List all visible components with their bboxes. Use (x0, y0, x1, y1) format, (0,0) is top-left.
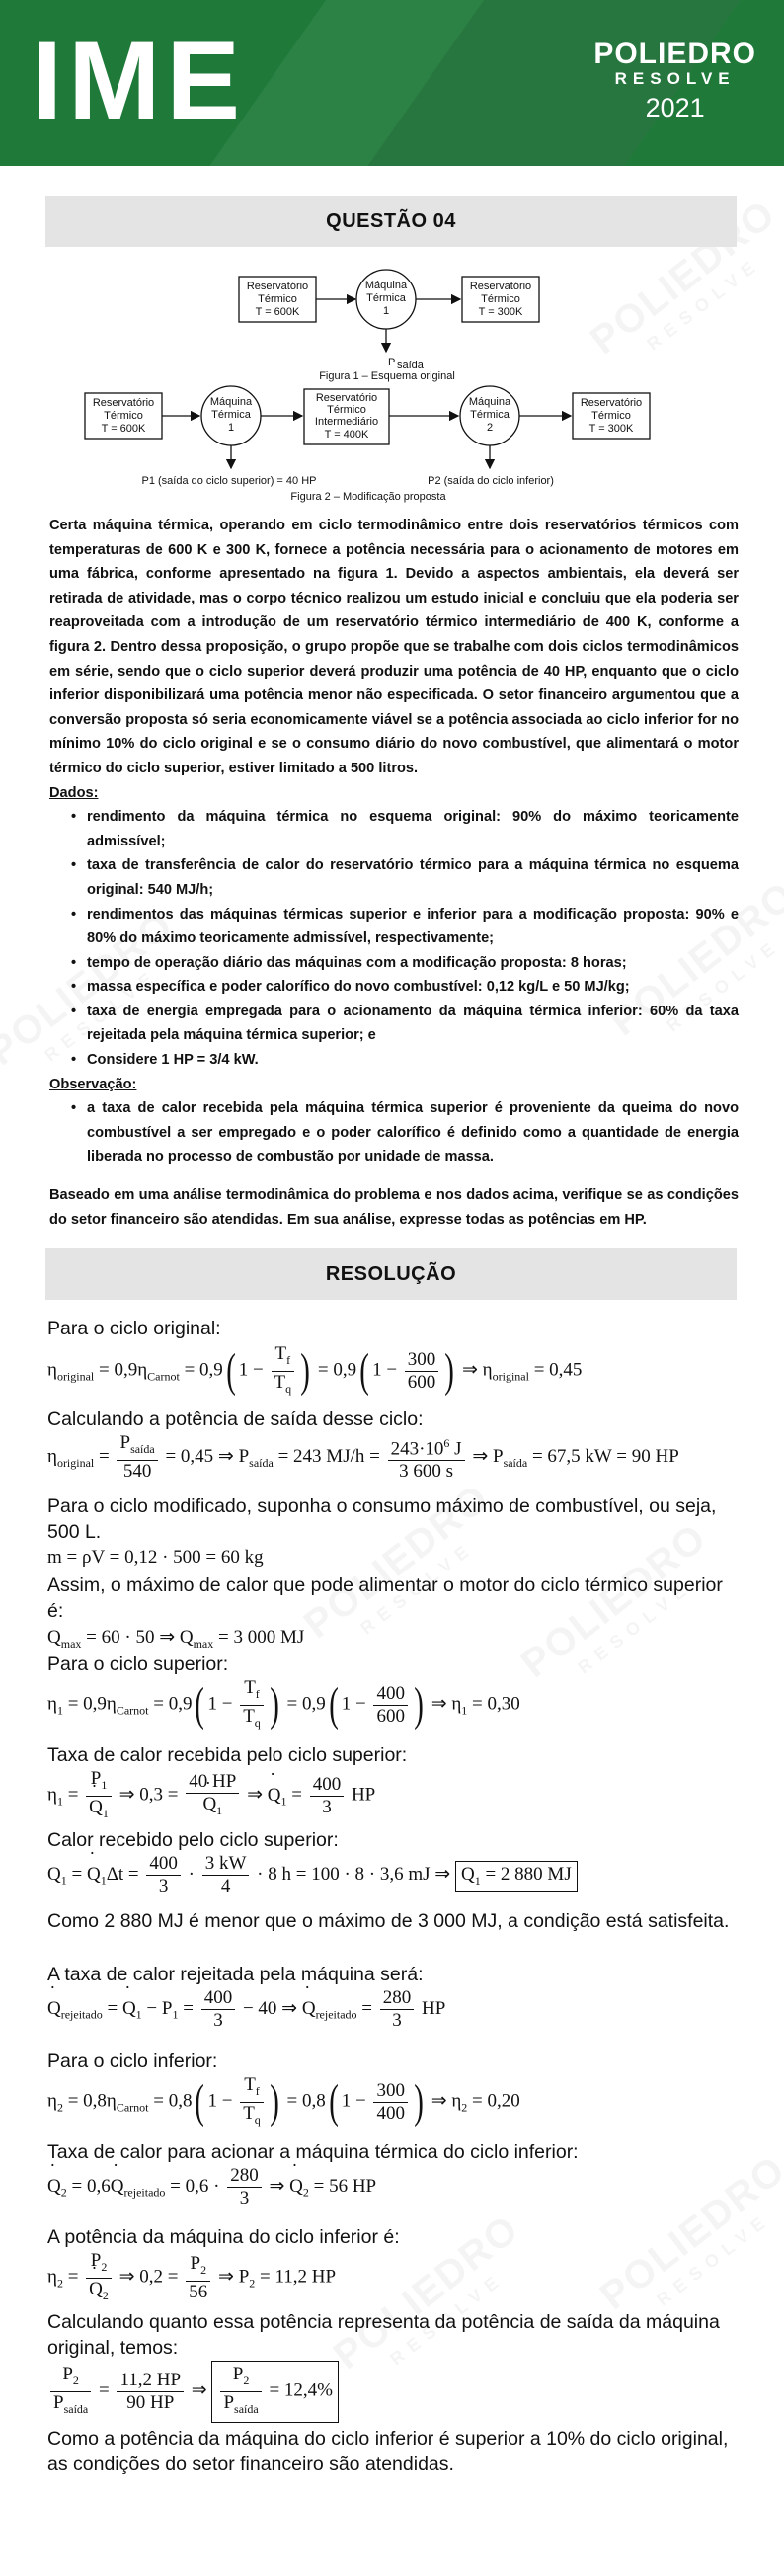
closing-text: Baseado em uma análise termodinâmica do problema e nos dados acima, verifique se as condições do setor financeiro são atendidas. Em sua análise, expresse todas as potências em HP. (49, 1187, 739, 1228)
exam-year: 2021 (645, 93, 705, 122)
res-text: Para o ciclo original: (47, 1318, 221, 1339)
equation-lower-power: $\eta_2$ = $P_2$ ˙ $Q_2$ ⇒ 0,2 = $\frac{P_2}{56}$ ⇒ $P_2 = 11,2$ HP (47, 2250, 336, 2306)
res-text: 500 L. (47, 1521, 102, 1543)
svg-text:T = 400K: T = 400K (324, 429, 369, 441)
resolution-body (47, 1314, 739, 2568)
observation-list (49, 1096, 739, 1169)
equation-lower-heat-rate: ˙ $Q_2$ = 0,6˙ $Q_{rejeitado} = 0,6$ · $\frac{280}{3}$ ⇒ ˙ $Q_2 = 56$ HP (47, 2165, 376, 2210)
svg-text:Máquina: Máquina (209, 396, 253, 408)
svg-text:Reservatório: Reservatório (92, 397, 155, 409)
res-text: original, temos: (47, 2337, 179, 2359)
svg-text:T = 600K: T = 600K (255, 306, 300, 318)
svg-text:Reservatório: Reservatório (246, 281, 309, 292)
equation-lower-efficiency: $\eta_2 = 0,8\eta_{Carnot} = 0,8$( 1 − $\frac{T_f}{T_q}$ ) = 0,8( 1 − $\frac{300}{400}$ ) ⇒ $\eta_2 = 0,20$ (47, 2074, 520, 2129)
svg-text:Figura 2 – Modificação propost: Figura 2 – Modificação proposta (290, 491, 446, 503)
figures (0, 0, 784, 553)
res-text: Calor recebido pelo ciclo superior: (47, 1829, 339, 1851)
svg-text:P1 (saída do ciclo superior) =: P1 (saída do ciclo superior) = 40 HP (141, 475, 317, 487)
res-text: as condições do setor financeiro são atendidas. (47, 2454, 454, 2475)
svg-text:Reservatório: Reservatório (580, 397, 643, 409)
res-text: Taxa de calor para acionar a máquina térmica do ciclo inferior: (47, 2141, 579, 2163)
svg-text:T = 300K: T = 300K (588, 423, 634, 435)
svg-text:T = 600K: T = 600K (101, 423, 146, 435)
res-text: A taxa de calor rejeitada pela máquina será: (47, 1964, 424, 1985)
res-text: Calculando quanto essa potência representa da potência de saída da máquina (47, 2311, 720, 2333)
equation-max-heat: $Q_{max} = 60 \cdot 50$ ⇒ $Q_{max} = 3$ 000 MJ (47, 1627, 305, 1650)
list-item: • taxa de energia empregada para o acionamento da máquina térmica inferior: 60% da taxa rejeitada pela máquina térmica superior; e (49, 1000, 739, 1048)
svg-text:Reservatório: Reservatório (469, 281, 532, 292)
svg-text:Máquina: Máquina (468, 396, 511, 408)
exam-title: IME (32, 19, 247, 142)
list-item: • a taxa de calor recebida pela máquina térmica superior é proveniente da queima do novo combustível a ser empregado e o poder calorífico é definido como a quantidade de energia liberada no processo de combustão por unidade de massa. (49, 1096, 739, 1169)
equation-output-power: $\eta_{original}$ = $\frac{P_{saída}}{540}$ = 0,45 ⇒ $P_{saída} = 243$ MJ/h = $\frac{243\cdot 10^6 J}{3 600 s}$ ⇒ $P_{saída} = 67,5$ kW = 90 HP (47, 1432, 679, 1483)
svg-text:P: P (388, 357, 396, 368)
resolution-title-bar (45, 1248, 737, 1300)
svg-text:Figura 1 – Esquema original: Figura 1 – Esquema original (319, 370, 455, 382)
equation-fuel-mass: m = ρV = 0,12 · 500 = 60 kg (47, 1547, 264, 1568)
question-statement (49, 514, 739, 1232)
data-list (49, 805, 739, 1073)
figure-1 (239, 270, 539, 382)
res-text: Para o ciclo superior: (47, 1653, 229, 1675)
svg-text:Térmico: Térmico (327, 404, 366, 416)
res-text: A potência da máquina do ciclo inferior é: (47, 2226, 400, 2248)
svg-text:T = 300K: T = 300K (478, 306, 523, 318)
res-text: Para o ciclo modificado, suponha o consumo máximo de combustível, ou seja, (47, 1495, 717, 1517)
svg-text:saída: saída (397, 360, 424, 371)
list-item: • taxa de transferência de calor do reservatório térmico para a máquina térmica no esquema original: 540 MJ/h; (49, 853, 739, 902)
figure-2 (85, 386, 650, 503)
res-text: Assim, o máximo de calor que pode alimentar o motor do ciclo térmico superior (47, 1574, 723, 1596)
equation-ratio: $\frac{P_2}{P_{saída}}$ = $\frac{11,2 HP}{90 HP}$ ⇒ $\frac{P_2}{P_{saída}}$ = 12,4% (47, 2361, 339, 2423)
res-text: Como a potência da máquina do ciclo inferior é superior a 10% do ciclo original, (47, 2428, 729, 2450)
svg-text:Térmico: Térmico (258, 293, 297, 305)
svg-text:Térmica: Térmica (470, 409, 510, 421)
list-item: • massa específica e poder calorífico do novo combustível: 0,12 kg/L e 50 MJ/kg; (49, 975, 739, 1000)
equation-original-efficiency: $\eta_{original} = 0,9\eta_{Carnot} = 0,9$( 1 − $\frac{T_f}{T_q}$ ) = 0,9( 1 − $\frac{300}{600}$ ) ⇒ $\eta_{original} = 0,45$ (47, 1343, 583, 1398)
equation-upper-heat: $Q_1$ = ˙ $Q_1\Delta t$ = $\frac{400}{3}$ · $\frac{3 kW}{4}$ · 8 h = 100 · 8 · 3,6 mJ ⇒ $Q_1 = 2$ 880 MJ (47, 1853, 578, 1897)
res-text: Taxa de calor recebida pelo ciclo superior: (47, 1744, 408, 1766)
svg-text:Máquina: Máquina (364, 280, 408, 291)
observation-heading: Observação: (49, 1076, 137, 1092)
statement-text: Certa máquina térmica, operando em ciclo termodinâmico entre dois reservatórios térmicos com temperaturas de 600 K e 300 K, fornece a potência necessária para o acionamento de motores em uma fábrica, conforme apresentado na figura 1. Devido a aspectos ambientais, ela deverá ser retirada de atividade, mas o corpo técnico realizou um estudo inicial e concluiu que ela poderia ser reaproveitada com a introdução de um reservatório térmico intermediário de 400 K, conforme a figura 2. Dentro dessa proposição, o grupo propõe que se trabalhe com dois ciclos termodinâmicos em série, sendo que o ciclo superior deverá produzir uma potência de 40 HP, enquanto que o ciclo inferior disponibilizará uma potência menor não especificada. O setor financeiro argumentou que a conversão proposta só seria economicamente viável se a potência associada ao ciclo inferior for no mínimo 10% do ciclo original e se o consumo diário do novo combustível, que alimentará o motor térmico do ciclo superior, estiver limitado a 500 litros. (49, 518, 739, 776)
svg-text:P2 (saída do ciclo inferior): P2 (saída do ciclo inferior) (428, 475, 554, 487)
list-item: • Considere 1 HP = 3/4 kW. (49, 1048, 739, 1073)
res-text: é: (47, 1600, 64, 1622)
equation-upper-efficiency: $\eta_1 = 0,9\eta_{Carnot} = 0,9$( 1 − $\frac{T_f}{T_q}$ ) = 0,9( 1 − $\frac{400}{600}$ ) ⇒ $\eta_1 = 0,30$ (47, 1677, 520, 1731)
svg-text:1: 1 (227, 422, 235, 434)
brand-name: POLIEDRO (593, 38, 756, 70)
equation-rejected-heat: ˙ $Q_{rejeitado}$ = ˙ $Q_1 - P_1$ = $\frac{400}{3}$ − 40 ⇒ ˙ $Q_{rejeitado}$ = $\frac{280}{3}$ HP (47, 1987, 445, 2032)
res-text: Calculando a potência de saída desse ciclo: (47, 1409, 424, 1430)
svg-text:Térmico: Térmico (591, 410, 631, 422)
question-title: QUESTÃO 04 (326, 209, 456, 232)
svg-text:Térmico: Térmico (104, 410, 143, 422)
list-item: • tempo de operação diário das máquinas com a modificação proposta: 8 horas; (49, 951, 739, 976)
list-item: • rendimentos das máquinas térmicas superior e inferior para a modificação proposta: 90% e 80% do máximo teoricamente admissível, respectivamente; (49, 903, 739, 951)
resolution-title: RESOLUÇÃO (325, 1262, 457, 1285)
data-heading: Dados: (49, 784, 99, 801)
svg-text:Térmico: Térmico (481, 293, 520, 305)
equation-upper-heat-rate: $\eta_1$ = $P_1$ ˙ $Q_1$ ⇒ 0,3 = 40 HP ˙ $Q_1$ ⇒ ˙ $Q_1$ = $\frac{400}{3}$ HP (47, 1768, 375, 1824)
svg-text:Reservatório: Reservatório (315, 392, 378, 404)
svg-text:1: 1 (382, 305, 390, 317)
res-text: Como 2 880 MJ é menor que o máximo de 3 000 MJ, a condição está satisfeita. (47, 1910, 730, 1932)
svg-text:Intermediário: Intermediário (314, 416, 379, 428)
svg-text:Térmica: Térmica (211, 409, 251, 421)
svg-text:2: 2 (486, 422, 494, 434)
list-item: • rendimento da máquina térmica no esquema original: 90% do máximo teoricamente admissível; (49, 805, 739, 853)
svg-text:Térmica: Térmica (366, 292, 406, 304)
res-text: Para o ciclo inferior: (47, 2051, 218, 2072)
brand-tagline: RESOLVE (614, 69, 736, 88)
